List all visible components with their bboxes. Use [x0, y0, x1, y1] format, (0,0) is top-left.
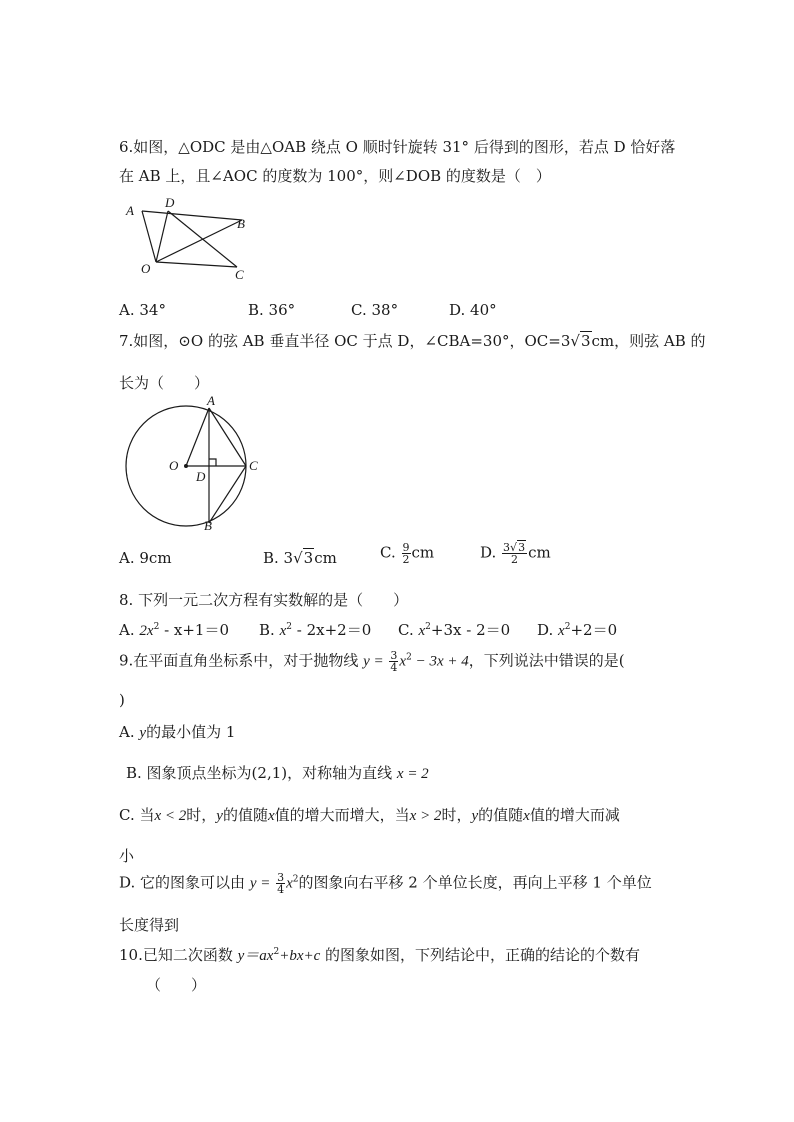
q9-option-c: C. 当x < 2时，y的值随x值的增大而增大，当x > 2时，y的值随x值的增大而减 — [119, 806, 620, 824]
q8-option-c: C. $x^2+3x - 2=0$ — [398, 621, 511, 639]
q7-option-b: B. 3√3cm — [263, 549, 337, 567]
q6-option-c: C. 38° — [351, 301, 399, 319]
segment-ob — [156, 220, 242, 262]
segment-oc — [156, 262, 237, 267]
q6-stem-line2: 在 AB 上，且∠AOC 的度数为 100°，则∠DOB 的度数是（ ） — [119, 167, 551, 185]
q8-option-d: D. $x^2+2=0$ — [537, 621, 618, 639]
fraction: $\frac{3}{4}$ — [277, 871, 285, 896]
q9-option-c-wrap: 小 — [119, 847, 135, 865]
label-c: C — [249, 458, 258, 473]
q8-option-a: A. $2x^2 - x+1=0$ — [119, 621, 230, 639]
fraction: $\frac{9}{2}$ — [402, 541, 410, 566]
right-angle-mark — [209, 459, 216, 466]
q9-option-d: D. 它的图象可以由 y = $\frac{3}{4}$ $x^2$的图象向右平移 2 个单位长度，再向上平移 1 个单位 — [119, 871, 652, 896]
q7-stem-line1: 7.如图，⊙O 的弦 AB 垂直半径 OC 于点 D，∠CBA=30°，OC=3√3cm，则弦 AB 的 — [119, 332, 706, 350]
label-a: A — [207, 393, 215, 408]
q6-option-a: A. 34° — [119, 301, 166, 319]
segment-dc — [168, 211, 237, 267]
segment-ac — [209, 408, 246, 466]
q9-option-d-wrap: 长度得到 — [119, 916, 180, 934]
segment-bc — [209, 466, 246, 523]
q8-stem: 8. 下列一元二次方程有实数解的是（ ） — [119, 591, 409, 609]
label-d: D — [165, 195, 175, 210]
label-b: B — [237, 216, 245, 231]
q6-option-d: D. 40° — [449, 301, 497, 319]
q10-stem: 10.已知二次函数 $y=ax^2+bx+c$ 的图象如图，下列结论中，正确的结论的个数有 — [119, 946, 641, 964]
q7-option-a: A. 9cm — [119, 549, 172, 567]
segment-oa — [186, 408, 209, 466]
label-o: O — [169, 458, 179, 473]
q7-circle-figure — [118, 393, 268, 533]
center-point — [184, 464, 188, 468]
q7-option-d: D. $\frac{3√3}{2}$ cm — [480, 541, 551, 566]
fraction: $\frac{3√3}{2}$ — [503, 541, 526, 566]
q9-option-a: A. y的最小值为 1 — [119, 723, 236, 741]
label-d: D — [196, 469, 206, 484]
label-o: O — [141, 261, 151, 276]
q6-stem-line1: 6.如图，△ODC 是由△OAB 绕点 O 顺时针旋转 31° 后得到的图形，若点 D 恰好落 — [119, 138, 676, 156]
q9-option-b: B. 图象顶点坐标为(2,1)，对称轴为直线 x = 2 — [126, 764, 429, 782]
label-c: C — [235, 267, 244, 282]
q10-answer-paren: （ ） — [146, 976, 207, 994]
q9-stem: 9.在平面直角坐标系中，对于抛物线 y = $\frac{3}{4}$ $x^2 - 3x + 4$，下列说法中错误的是( — [119, 649, 625, 674]
label-a: A — [126, 203, 134, 218]
fraction: $\frac{3}{4}$ — [390, 649, 398, 674]
segment-ab — [142, 211, 242, 220]
segment-ao — [142, 211, 156, 262]
q8-option-b: B. $x^2 - 2x+2=0$ — [259, 621, 372, 639]
label-b: B — [204, 518, 212, 533]
q7-stem-line2: 长为（ ） — [119, 374, 210, 392]
q9-stem-close: ) — [119, 691, 125, 709]
segment-od — [156, 211, 168, 262]
q6-triangle-figure — [118, 195, 258, 285]
q6-option-b: B. 36° — [248, 301, 296, 319]
q7-option-c: C. $\frac{9}{2}$ cm — [380, 541, 435, 566]
